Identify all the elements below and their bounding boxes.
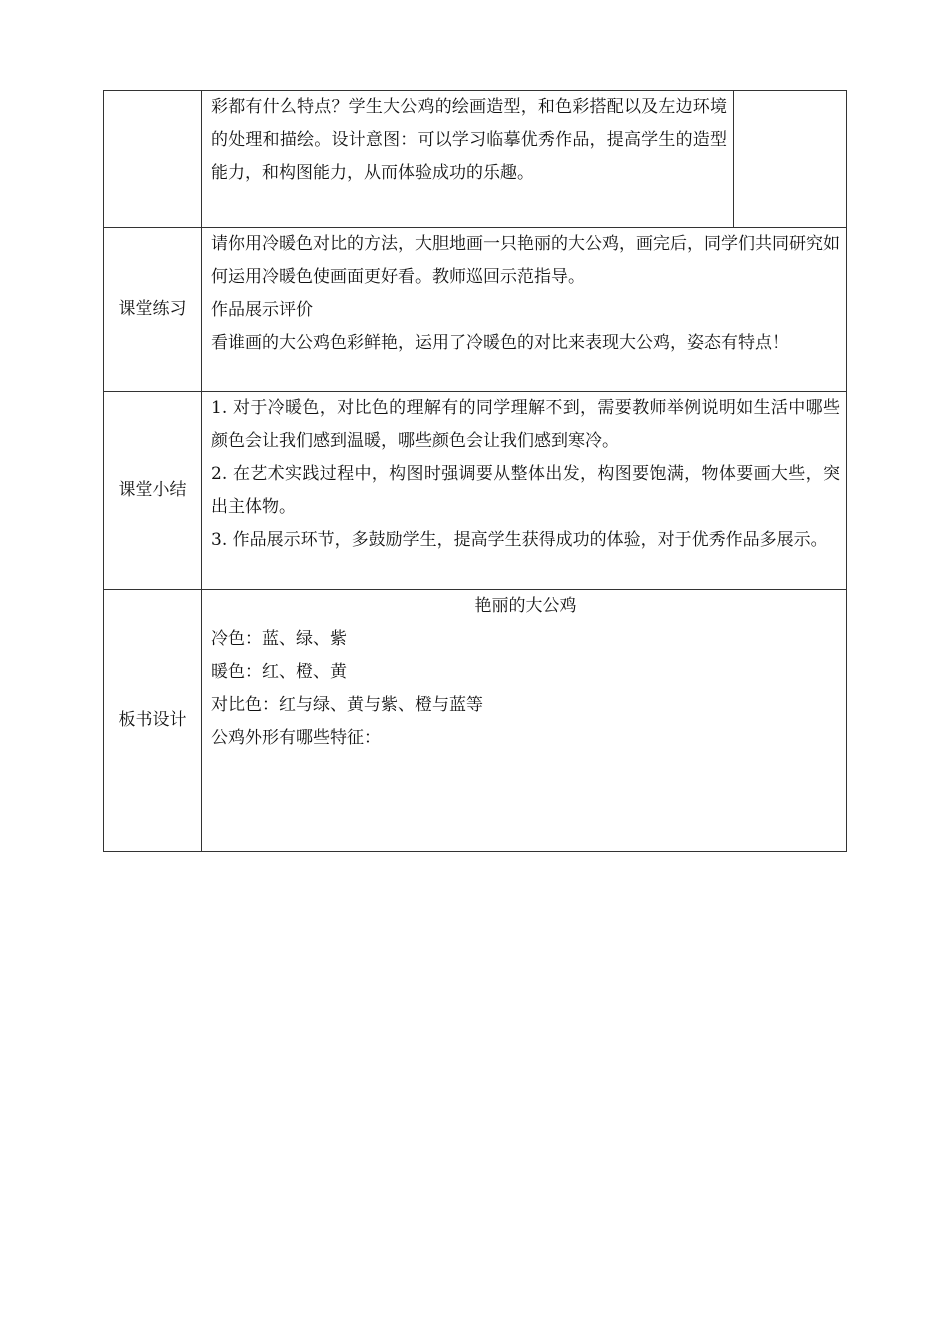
practice-content <box>202 228 847 392</box>
notes-cell <box>734 91 847 228</box>
board-content <box>202 590 847 852</box>
board-line: 冷色：蓝、绿、紫 <box>211 629 347 649</box>
practice-line: 请你用冷暖色对比的方法，大胆地画一只艳丽的大公鸡，画完后，同学们共同研究如何运用冷暖色使画面更好看。教师巡回示范指导。 <box>211 234 840 287</box>
table-row-practice <box>104 228 847 392</box>
summary-content <box>202 392 847 590</box>
practice-line: 看谁画的大公鸡色彩鲜艳，运用了冷暖色的对比来表现大公鸡，姿态有特点！ <box>211 333 789 353</box>
board-line: 对比色：红与绿、黄与紫、橙与蓝等 <box>211 695 483 715</box>
board-line: 暖色：红、橙、黄 <box>211 662 347 682</box>
board-line: 公鸡外形有哪些特征： <box>211 728 381 748</box>
continuation-content <box>202 91 734 228</box>
summary-line: 1. 对于冷暖色，对比色的理解有的同学理解不到，需要教师举例说明如生活中哪些颜色会让我们感到温暖，哪些颜色会让我们感到寒冷。 <box>211 398 840 451</box>
table-row-continuation <box>104 91 847 228</box>
board-title: 艳丽的大公鸡 <box>474 596 577 616</box>
table-row-summary <box>104 392 847 590</box>
row-label-summary: 课堂小结 <box>104 392 202 590</box>
summary-line: 2. 在艺术实践过程中，构图时强调要从整体出发，构图要饱满，物体要画大些，突出主体物。 <box>211 464 840 517</box>
table-row-board <box>104 590 847 852</box>
practice-line: 作品展示评价 <box>211 300 313 320</box>
lesson-plan-table <box>103 90 847 852</box>
row-label-board: 板书设计 <box>104 590 202 852</box>
summary-line: 3. 作品展示环节，多鼓励学生，提高学生获得成功的体验，对于优秀作品多展示。 <box>211 530 828 550</box>
row-label-empty <box>104 91 202 228</box>
continuation-text: 彩都有什么特点？学生大公鸡的绘画造型，和色彩搭配以及左边环境的处理和描绘。设计意图：可以学习临摹优秀作品，提高学生的造型能力，和构图能力，从而体验成功的乐趣。 <box>211 97 727 183</box>
row-label-practice: 课堂练习 <box>104 228 202 392</box>
